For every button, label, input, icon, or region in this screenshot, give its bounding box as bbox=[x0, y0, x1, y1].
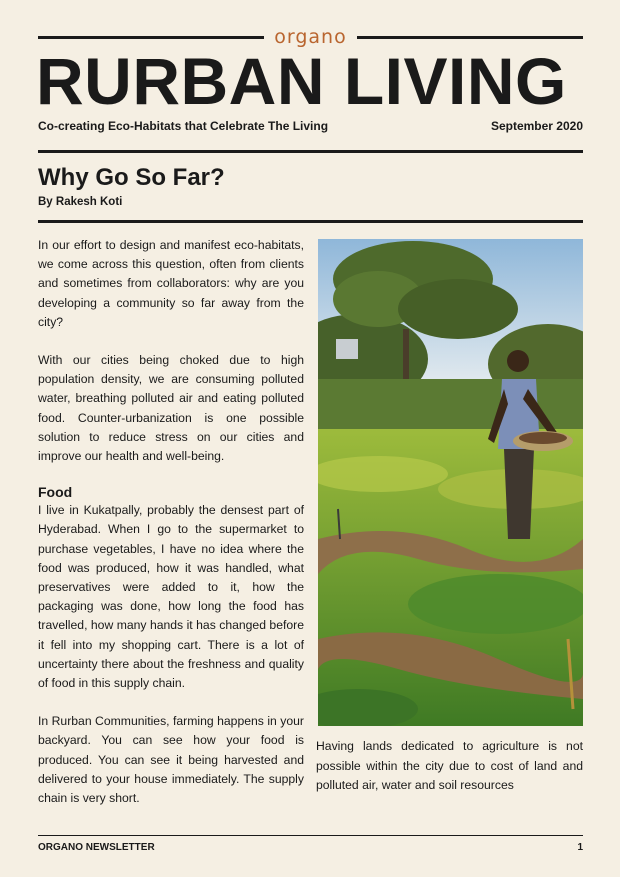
masthead-title: RURBAN LIVING bbox=[36, 44, 567, 118]
farm-photo bbox=[318, 239, 583, 726]
tagline: Co-creating Eco-Habitats that Celebrate The Living bbox=[38, 119, 329, 133]
food-paragraph-2: In Rurban Communities, farming happens in your backyard. You can see how your food is produced. You can see it being harvested and delivered to your house immediately. The supply chain is very short. bbox=[38, 714, 304, 806]
farm-photo-illustration bbox=[318, 239, 583, 726]
brand-rule-left bbox=[38, 36, 264, 39]
section-heading-food: Food bbox=[38, 484, 73, 501]
article-title: Why Go So Far? bbox=[38, 164, 225, 191]
article-byline: By Rakesh Koti bbox=[38, 196, 123, 208]
photo-caption: Having lands dedicated to agriculture is not possible within the city due to cost of land and polluted air, water and soil resources bbox=[316, 739, 583, 792]
footer bbox=[38, 842, 583, 853]
footer-divider bbox=[38, 835, 583, 836]
newsletter-label: ORGANO NEWSLETTER bbox=[38, 842, 155, 853]
food-paragraph-1: I live in Kukatpally, probably the densest part of Hyderabad. When I go to the supermarket to purchase vegetables, I have no idea where the food was produced, how it was handled, what preservatives were added to it, how the packaging was done, how long the food has travelled, how many hands it has changed before it fell into my shopping cart. There is a lot of uncertainty there about the freshness and quality of food in this supply chain. bbox=[38, 503, 304, 691]
intro-paragraph-2: With our cities being choked due to high population density, we are consuming polluted water, breathing polluted air and eating polluted food. Counter-urbanization is one possible solution to reduce stress on our cities and improve our health and well-being. bbox=[38, 353, 304, 464]
tagline-row bbox=[38, 119, 583, 133]
header-divider bbox=[38, 150, 583, 153]
intro-paragraph-1: In our effort to design and manifest eco-habitats, we come across this question, often from clients and sometimes from collaborators: why are you developing a community so far away from the city? bbox=[38, 238, 304, 329]
title-divider bbox=[38, 220, 583, 223]
organo-logo: organo bbox=[274, 26, 347, 48]
article-body bbox=[38, 236, 304, 808]
page-number: 1 bbox=[577, 842, 583, 853]
brand-rule-right bbox=[357, 36, 583, 39]
newsletter-page bbox=[38, 0, 583, 877]
issue-date: September 2020 bbox=[490, 119, 583, 133]
